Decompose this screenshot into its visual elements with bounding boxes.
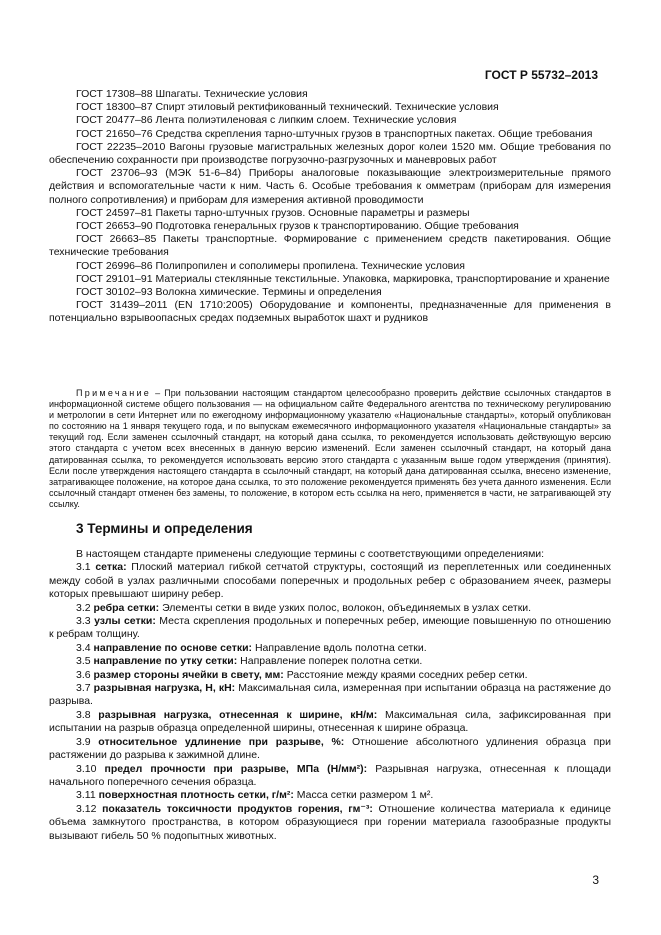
term-definition (49, 642, 611, 655)
term-text: Элементы сетки в виде узких полос, волокон, объединяемых в узлах сетки. (159, 601, 532, 614)
term-definition (49, 655, 611, 668)
reference-item: ГОСТ 17308–88 Шпагаты. Технические условия (76, 88, 308, 100)
term-number: 3.2 (76, 601, 94, 614)
term-definition (49, 602, 611, 615)
term-number: 3.6 (76, 668, 94, 681)
term-definition (49, 669, 611, 682)
term-definition (49, 561, 611, 601)
term-definition (49, 615, 611, 642)
reference-item: ГОСТ 18300–87 Спирт этиловый ректификованный технический. Технические условия (76, 101, 499, 114)
term-number: 3.5 (76, 655, 94, 668)
term-number: 3.4 (76, 641, 94, 654)
reference-item: ГОСТ 29101–91 Материалы стеклянные текстильные. Упаковка, маркировка, транспортирование и хранение (76, 272, 610, 285)
page-number: 3 (592, 873, 599, 887)
term-number: 3.1 (76, 561, 96, 574)
normative-references-list (49, 88, 611, 326)
term-text: Отношение количества материала к единице объема замкнутого пространства, в котором образующиеся при горении материала газообразные продукты вызывают гибель 50 % подопытных животных. (49, 802, 611, 842)
reference-item: ГОСТ 23706–93 (МЭК 51-6–84) Приборы аналоговые показывающие электроизмерительные прямого действия и вспомогательные части к ним. Часть 6. Особые требования к омметрам (приборам для измерения полного сопротивления) и приборам для измерения активной проводимости (49, 167, 611, 206)
term-text: Места скрепления продольных и поперечных ребер, имеющие повышенную по отношению к ребрам толщину. (49, 615, 611, 641)
reference-item: ГОСТ 22235–2010 Вагоны грузовые магистральных железных дорог колеи 1520 мм. Общие требования по обеспечению сохранности при производстве погрузочно-разгрузочных и маневровых работ (49, 140, 611, 167)
term-text: Разрывная нагрузка, отнесенная к площади начального поперечного сечения образца. (49, 762, 611, 788)
term-definition (49, 709, 611, 736)
term-text: Масса сетки размером 1 м². (293, 789, 434, 802)
note-text: – При пользовании настоящим стандартом целесообразно проверить действие ссылочных стандартов в информационной системе общего пользования — на официальном сайте Федерального агентства по техническому регулированию и метрологии в сети Интернет или по ежегодному информационному указателю «Национальные стандарты», который опубликован по состоянию на 1 января текущего года, и по выпускам ежемесячного информационного указателя «Национальные стандарты» за текущий год. Если заменен ссылочный стандарт, на который дана ссылка, то рекомендуется использовать действующую версию этого стандарта с учетом всех внесенных в данную версию изменений. Если заменен ссылочный стандарт, на который дана датированная ссылка, то рекомендуется использовать версию этого стандарта с указанным выше годом утверждения (принятия). Если после утверждения настоящего стандарта в ссылочный стандарт, на который дана датированная ссылка, внесено изменение, затрагивающее положение, на которое дана ссылка, то это положение рекомендуется применять без учета данного изменения. Если ссылочный стандарт отменен без замены, то положение, в котором есть ссылка на него, применяется в части, не затрагивающей эту ссылку. (49, 388, 611, 509)
term-text: Отношение абсолютного удлинения образца при растяжении до разрыва к зажимной длине. (49, 735, 611, 762)
reference-item: ГОСТ 26663–85 Пакеты транспортные. Формирование с применением средств пакетирования. Общие технические требования (49, 233, 611, 259)
term-name: разрывная нагрузка, Н, кН: (93, 682, 236, 695)
term-name: разрывная нагрузка, отнесенная к ширине, кН/м: (98, 708, 378, 721)
note-block (49, 388, 611, 510)
term-number: 3.8 (76, 708, 99, 721)
term-name: относительное удлинение при разрыве, %: (98, 735, 345, 748)
reference-item: ГОСТ 21650–76 Средства скрепления тарно-штучных грузов в транспортных пакетах. Общие требования (76, 127, 593, 140)
term-text: Расстояние между краями соседних ребер сетки. (283, 668, 528, 681)
term-name: узлы сетки: (94, 615, 156, 628)
term-number: 3.11 (76, 789, 99, 802)
term-name: сетка: (95, 561, 127, 574)
term-name: направление по утку сетки: (93, 655, 238, 668)
note-paragraph (49, 388, 611, 510)
reference-item: ГОСТ 31439–2011 (EN 1710:2005) Оборудование и компоненты, предназначенные для применения в потенциально взрывоопасных средах подземных выработок шахт и рудников (49, 299, 611, 325)
reference-item: ГОСТ 26653–90 Подготовка генеральных грузов к транспортированию. Общие требования (76, 220, 519, 233)
terms-list (49, 548, 611, 843)
term-definition (49, 789, 611, 802)
term-text: Максимальная сила, зафиксированная при испытании на разрыв образца определенной ширины, отнесенная к ширине образца. (49, 708, 611, 735)
term-text: Плоский материал гибкой сетчатой структуры, состоящий из переплетенных или соединенных между собой в узлах различными способами поперечных и продольных ребер с образованием ячеек, размеры которых превышают ширину ребер. (49, 561, 611, 601)
term-name: направление по основе сетки: (93, 641, 253, 654)
term-number: 3.9 (76, 735, 99, 748)
term-number: 3.3 (76, 615, 95, 628)
term-text: Направление поперек полотна сетки. (237, 655, 423, 668)
term-text: Направление вдоль полотна сетки. (252, 641, 427, 654)
reference-item: ГОСТ 30102–93 Волокна химические. Термины и определения (76, 286, 382, 299)
term-name: показатель токсичности продуктов горения, гм⁻³: (102, 802, 373, 815)
term-definition (49, 803, 611, 843)
term-number: 3.10 (76, 762, 105, 775)
reference-item: ГОСТ 24597–81 Пакеты тарно-штучных грузов. Основные параметры и размеры (76, 206, 470, 219)
term-text: Максимальная сила, измеренная при испытании образца на растяжение до разрыва. (49, 682, 611, 708)
reference-item: ГОСТ 26996–86 Полипропилен и сополимеры пропилена. Технические условия (76, 259, 465, 272)
term-definition (49, 736, 611, 763)
term-name: размер стороны ячейки в свету, мм: (93, 668, 284, 681)
document-id: ГОСТ Р 55732–2013 (484, 68, 598, 82)
section-title: 3 Термины и определения (76, 521, 253, 536)
reference-item: ГОСТ 20477–86 Лента полиэтиленовая с липким слоем. Технические условия (76, 114, 457, 127)
term-number: 3.7 (76, 682, 94, 695)
term-name: ребра сетки: (93, 601, 160, 614)
term-name: предел прочности при разрыве, МПа (Н/мм²): (104, 762, 368, 775)
note-label: Примечание (76, 388, 152, 398)
term-definition (49, 682, 611, 709)
term-definition (49, 763, 611, 790)
section-intro: В настоящем стандарте применены следующие термины с соответствующими определениями: (76, 548, 545, 560)
term-name: поверхностная плотность сетки, г/м²: (98, 789, 294, 802)
term-number: 3.12 (76, 802, 103, 815)
